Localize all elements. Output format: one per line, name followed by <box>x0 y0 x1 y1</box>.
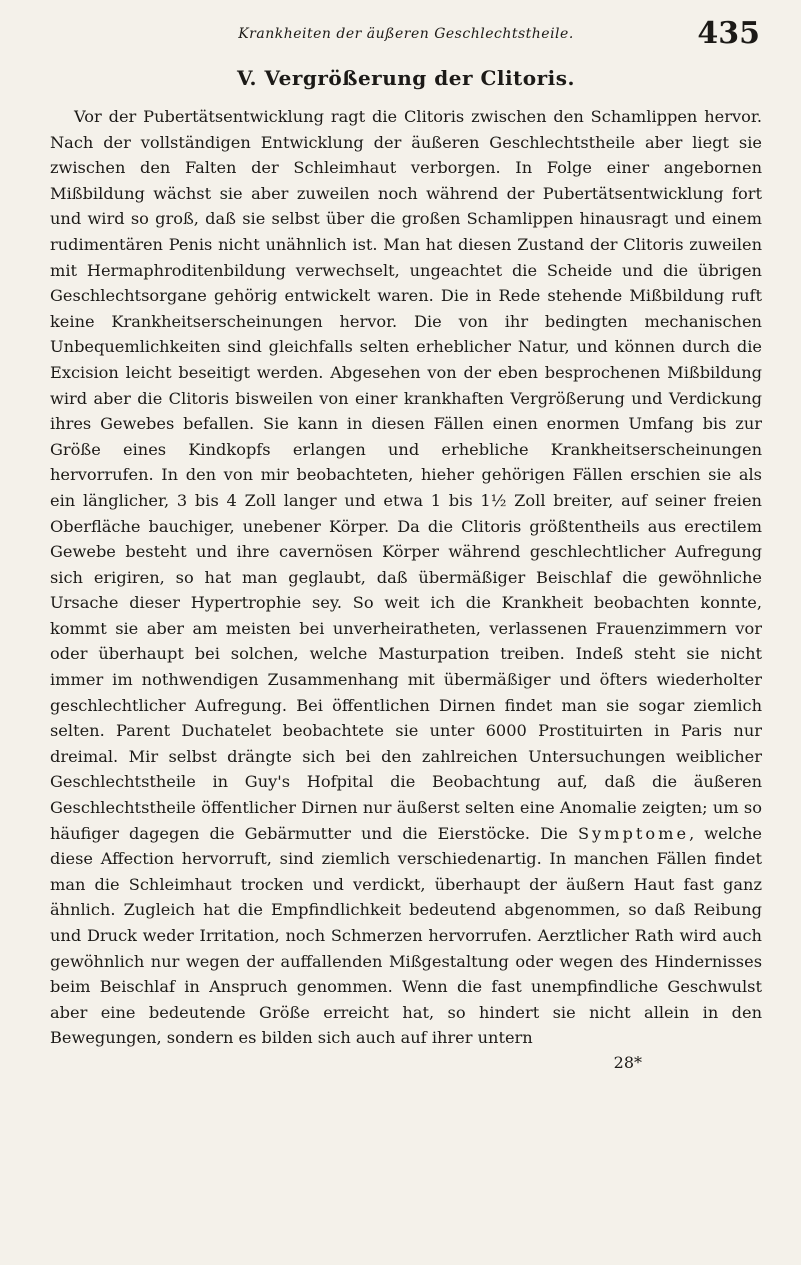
body-text <box>50 104 762 1051</box>
paragraph-text-start: Vor der Pubertätsentwicklung ragt die Clitoris zwischen den Schamlippen hervor. Nach der vollständigen Entwicklung der äußeren Geschlechtstheile aber liegt sie zwischen den Falten der Schleimhaut verborgen. In Folge einer angebornen Mißbildung wächst sie aber zuweilen noch während der Pubertätsentwicklung fort und wird so groß, daß sie selbst über die großen Schamlippen hinausragt und einem rudimentären Penis nicht unähnlich ist. Man hat diesen Zustand der Clitoris zuweilen mit Hermaphroditenbildung verwechselt, ungeachtet die Scheide und die übrigen Geschlechtsorgane gehörig entwickelt waren. Die in Rede stehende Mißbildung ruft keine Krankheitserscheinungen hervor. Die von ihr bedingten mechanischen Unbequemlichkeiten sind gleichfalls selten erheblicher Natur, und können durch die Excision leicht beseitigt werden. Abgesehen von der eben besprochenen Mißbildung wird aber die Clitoris bisweilen von einer krankhaften Vergrößerung und Verdickung ihres Gewebes befallen. Sie kann in diesen Fällen einen enormen Umfang bis zur Größe eines Kindkopfs erlangen und erhebliche Krankheitserscheinungen hervorrufen. In den von mir beobachteten, hieher gehörigen Fällen erschien sie als ein länglicher, 3 bis 4 Zoll langer und etwa 1 bis 1½ Zoll breiter, auf seiner freien Oberfläche bauchiger, unebener Körper. Da die Clitoris größtentheils aus erectilem Gewebe besteht und ihre cavernösen Körper während geschlechtlicher Aufregung sich erigiren, so hat man geglaubt, daß übermäßiger Beischlaf die gewöhnliche Ursache dieser Hypertrophie sey. So weit ich die Krankheit beobachten konnte, kommt sie aber am meisten bei unverheiratheten, verlassenen Frauenzimmern vor oder überhaupt bei solchen, welche Masturpation treiben. Indeß steht sie nicht immer im nothwendigen Zusammenhang mit übermäßiger und öfters wiederholter geschlechtlicher Aufregung. Bei öffentlichen Dirnen findet man sie sogar ziemlich selten. Parent Duchatelet beobachtete sie unter 6000 Prostituirten in Paris nur dreimal. Mir selbst drängte sich bei den zahlreichen Untersuchungen weiblicher Geschlechtstheile in Guy's Hofpital die Beobachtung auf, daß die äußeren Geschlechtstheile öffentlicher Dirnen nur äußerst selten eine Anomalie zeigten; um so häufiger dagegen die Gebärmutter und die Eierstöcke. Die <box>50 107 762 843</box>
paragraph <box>50 104 762 1051</box>
book-page <box>50 16 762 1072</box>
page-number: 435 <box>697 16 760 51</box>
signature-mark: 28* <box>613 1052 642 1072</box>
paragraph-text-end: , welche diese Affection hervorruft, sind ziemlich verschiedenartig. In manchen Fällen findet man die Schleimhaut trocken und verdickt, überhaupt der äußern Haut fast ganz ähnlich. Zugleich hat die Empfindlichkeit bedeutend abgenommen, so daß Reibung und Druck weder Irritation, noch Schmerzen hervorrufen. Aerztlicher Rath wird auch gewöhnlich nur wegen der auffallenden Mißgestaltung oder wegen des Hindernisses beim Beischlaf in Anspruch genommen. Wenn die fast unempfindliche Geschwulst aber eine bedeutende Größe erreicht hat, so hindert sie nicht allein in den Bewegungen, sondern es bilden sich auch auf ihrer untern <box>50 823 762 1048</box>
running-head <box>50 16 762 60</box>
emphasized-term: Symptome <box>577 823 690 843</box>
running-title: Krankheiten der äußeren Geschlechtstheile. <box>238 26 574 42</box>
section-heading: V. Vergrößerung der Clitoris. <box>237 66 575 90</box>
